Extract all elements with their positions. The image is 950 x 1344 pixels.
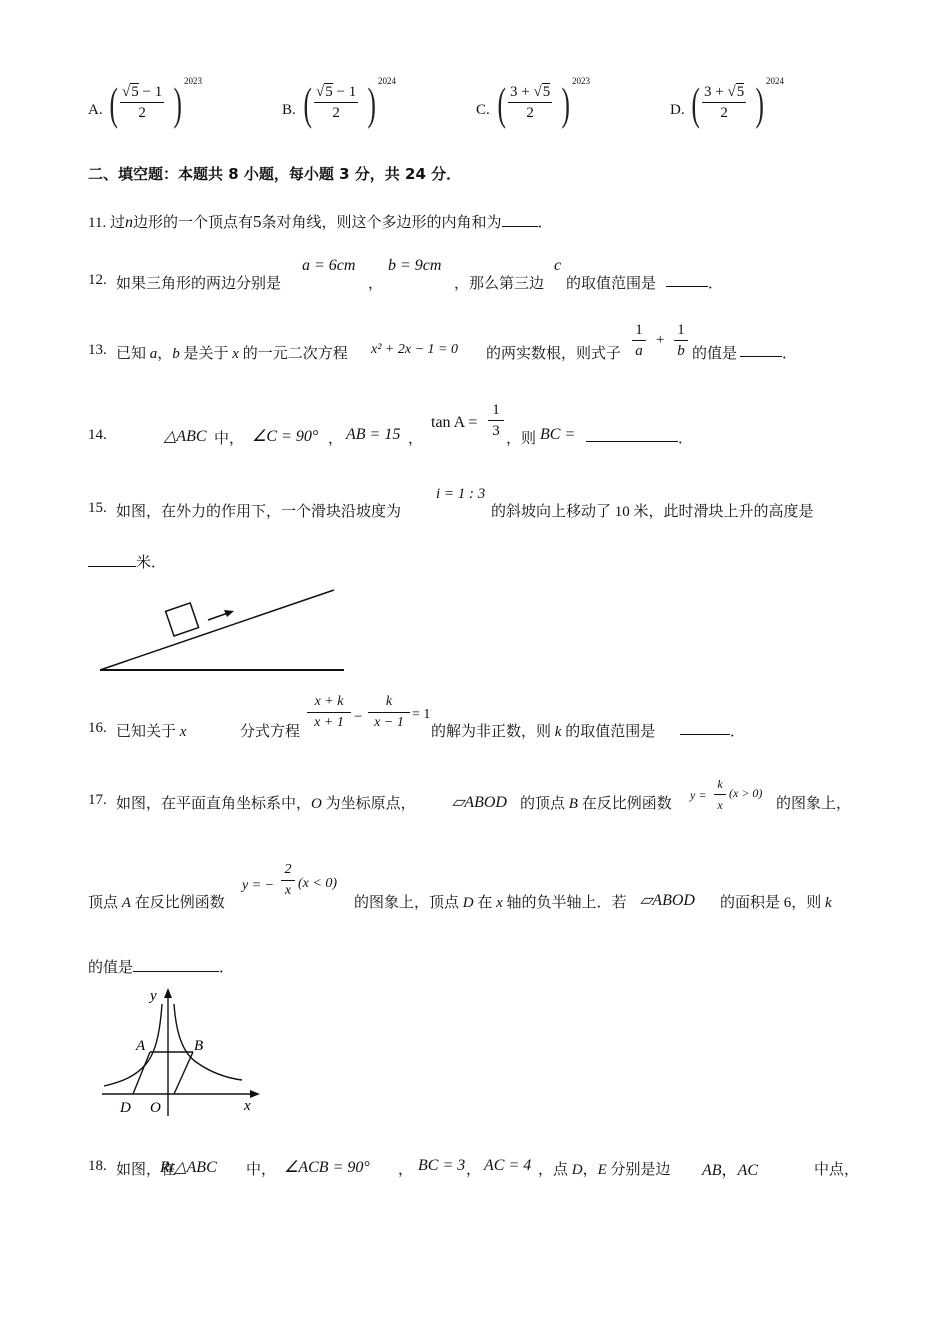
question-12: 12. 如果三角形的两边分别是 a = 6cm ， b = 9cm ，那么第三边 c 的取值范围是 ． xyxy=(88,257,724,292)
coordinate-figure xyxy=(98,984,266,1120)
question-13: 13. 已知 a，b 是关于 x 的一元二次方程 x² + 2x − 1 = 0 的两实数根，则式子 $\frac{1}{a}$ + $\frac{1}{b}$ 的值是 ． xyxy=(88,322,798,362)
answer-blank[interactable] xyxy=(586,427,678,442)
label-x: x xyxy=(244,1098,251,1114)
question-11: 11. 过n边形的一个顶点有5条对角线，则这个多边形的内角和为 ． xyxy=(88,212,553,231)
answer-blank[interactable] xyxy=(88,552,136,567)
option-fraction: $\frac{√5 - 1}{2}$ xyxy=(316,84,357,121)
option-label: B. xyxy=(282,102,296,118)
slope-figure xyxy=(96,584,348,676)
option-fraction: $\frac{3 + √5}{2}$ xyxy=(704,84,745,121)
option-fraction: $\frac{√5 - 1}{2}$ xyxy=(122,84,163,121)
label-a: A xyxy=(136,1038,146,1054)
answer-blank[interactable] xyxy=(740,342,782,357)
fraction: $\frac{x + k}{x + 1}$ xyxy=(307,692,351,733)
force-arrow xyxy=(208,613,228,620)
option-label: A. xyxy=(88,102,103,118)
slider-block xyxy=(166,603,199,636)
option-exponent: 2023 xyxy=(184,76,202,86)
side-bo xyxy=(174,1052,193,1094)
fraction: $\frac{1}{b}$ xyxy=(674,320,688,361)
fraction: $\frac{2}{x}$ xyxy=(281,860,295,901)
curve-positive xyxy=(174,1004,242,1080)
answer-blank[interactable] xyxy=(680,720,730,735)
option-label: C. xyxy=(476,102,490,118)
x-axis-arrow xyxy=(250,1090,260,1098)
answer-blank[interactable] xyxy=(502,212,538,227)
y-axis-arrow xyxy=(164,988,172,998)
fraction: $\frac{k}{x - 1}$ xyxy=(368,692,410,733)
question-15-line2: 米． xyxy=(88,551,166,572)
option-exponent: 2024 xyxy=(766,76,784,86)
question-14: 14. △ABC 中， ∠C = 90° ， AB = 15 ， tan A = $\frac{1}{3}$ ，则 BC = ． xyxy=(88,402,694,447)
question-17-line2: 顶点 A 在反比例函数 y = − $\frac{2}{x}$ (x < 0) 的图象上，顶点 D 在 x 轴的负半轴上．若 ▱ABOD 的面积是 6，则 k xyxy=(88,862,832,911)
answer-blank[interactable] xyxy=(666,272,708,287)
options-row: A. ( $\frac{√5 - 1}{2}$ ) 2023 B. ( $\frac{√5 - 1}{2}$ ) 2024 C. ( $\frac{3 + √5}{2}$ ) 2023 D. ( $\frac{3 + √5}{2}$ ) 2024 xyxy=(88,76,784,129)
label-d: D xyxy=(120,1100,131,1116)
question-17: 17. 如图，在平面直角坐标系中，O 为坐标原点， ▱ABOD 的顶点 B 在反比例函数 y = $\frac{k}{x}$ (x > 0) 的图象上， xyxy=(88,772,858,818)
fraction: $\frac{1}{3}$ xyxy=(488,400,504,441)
curve-negative xyxy=(104,1004,162,1086)
fraction: $\frac{1}{a}$ xyxy=(632,320,646,361)
option-exponent: 2024 xyxy=(378,76,396,86)
question-16: 16. 已知关于 x 分式方程 $\frac{x + k}{x + 1}$ − $\frac{k}{x - 1}$ = 1 的解为非正数，则 k 的取值范围是 ． xyxy=(88,694,746,740)
option-fraction: $\frac{3 + √5}{2}$ xyxy=(510,84,551,121)
slope-line xyxy=(100,590,334,670)
label-b: B xyxy=(194,1038,204,1054)
arrow-head xyxy=(224,610,234,617)
question-18: 18. 如图，在 Rt△ABC 中， ∠ACB = 90° ， BC = 3 ， AC = 4 ，点 D，E 分别是边 AB，AC 中点， xyxy=(88,1157,860,1179)
option-exponent: 2023 xyxy=(572,76,590,86)
fraction: $\frac{k}{x}$ xyxy=(714,774,726,815)
question-17-line3: 的值是 ． xyxy=(88,956,234,977)
answer-blank[interactable] xyxy=(133,957,219,972)
section-heading: 二、填空题：本题共 8 小题，每小题 3 分，共 24 分． xyxy=(88,165,462,183)
option-label: D. xyxy=(670,102,685,118)
question-15: 15. 如图，在外力的作用下，一个滑块沿坡度为 i = 1 : 3 的斜坡向上移动了 10 米，此时滑块上升的高度是 xyxy=(88,486,814,520)
label-y: y xyxy=(150,988,157,1004)
label-o: O xyxy=(150,1100,161,1116)
